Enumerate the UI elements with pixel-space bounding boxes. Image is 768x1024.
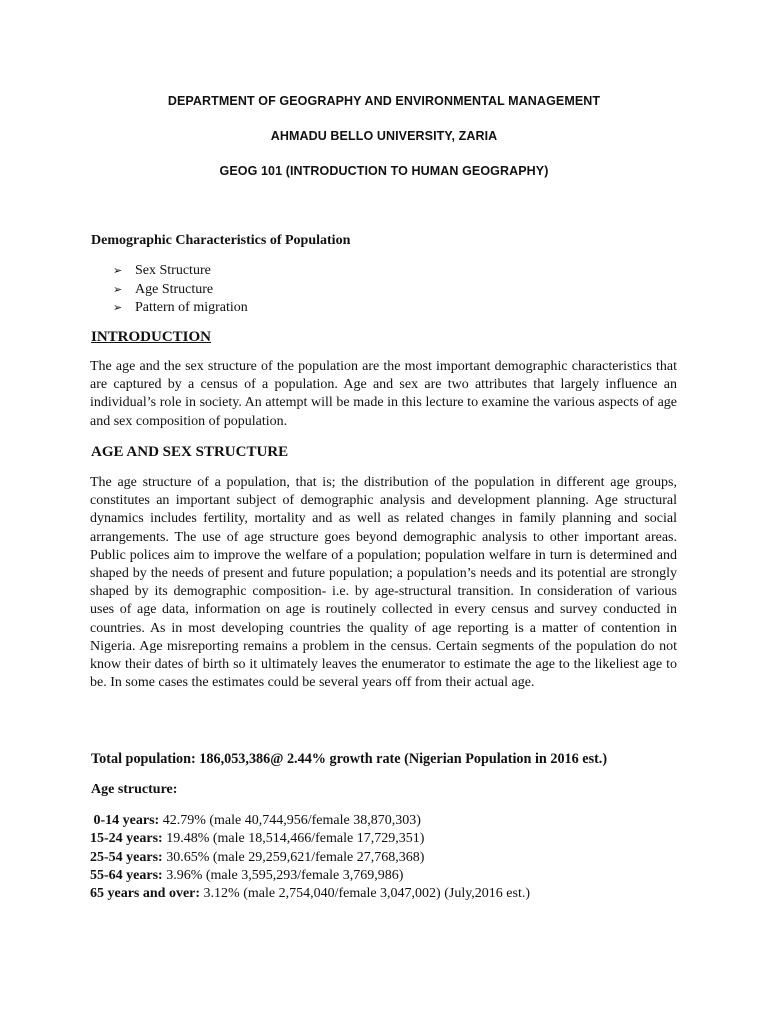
- course-heading: GEOG 101 (INTRODUCTION TO HUMAN GEOGRAPHY): [219, 164, 549, 178]
- arrow-bullet-icon: ➢: [113, 301, 123, 314]
- topic-bullet-list: [113, 262, 248, 318]
- age-sex-heading: AGE AND SEX STRUCTURE: [91, 444, 289, 460]
- arrow-bullet-icon: ➢: [113, 264, 123, 277]
- department-heading: DEPARTMENT OF GEOGRAPHY AND ENVIRONMENTAL MANAGEMENT: [167, 94, 601, 108]
- list-item: 25-54 years: 30.65% (male 29,259,621/female 27,768,368): [90, 849, 425, 865]
- list-item: 55-64 years: 3.96% (male 3,595,293/female 3,769,986): [90, 867, 404, 883]
- age-structure-list: [90, 812, 530, 903]
- list-item: ➢ Pattern of migration: [113, 299, 248, 318]
- list-item: ➢ Age Structure: [113, 281, 248, 300]
- introduction-heading: INTRODUCTION: [91, 329, 212, 345]
- age-sex-paragraph: The age structure of a population, that is; the distribution of the population in different age groups, constitutes an important subject of demographic analysis and development planning. Age structural dynamics includes fertility, mortality and as well as related changes in family planning and social arrangements. The use of age structure goes beyond demographic analysis to other important areas. Public polices aim to improve the welfare of a population; population welfare in turn is determined and shaped by the needs of present and future population; a population’s needs and its potential are strongly shaped by its demographic composition- i.e. by age-structural transition. In consideration of various uses of age data, information on age is routinely collected in every census and survey conducted in countries. As in most developing countries the quality of age reporting is a matter of contention in Nigeria. Age misreporting remains a problem in the census. Certain segments of the population do not know their dates of birth so it ultimately leaves the enumerator to estimate the age to the likeliest age to be. In some cases the estimates could be several years off from their actual age.: [90, 475, 677, 691]
- list-item: 15-24 years: 19.48% (male 18,514,466/female 17,729,351): [90, 831, 425, 847]
- university-heading: AHMADU BELLO UNIVERSITY, ZARIA: [270, 129, 498, 143]
- list-item: 0-14 years: 42.79% (male 40,744,956/female 38,870,303): [90, 813, 421, 828]
- topic-title: Demographic Characteristics of Population: [91, 233, 351, 248]
- arrow-bullet-icon: ➢: [113, 282, 123, 296]
- list-item: ➢ Sex Structure: [113, 262, 248, 281]
- list-item: 65 years and over: 3.12% (male 2,754,040/female 3,047,002) (July,2016 est.): [90, 886, 531, 902]
- total-population-line: Total population: 186,053,386@ 2.44% growth rate (Nigerian Population in 2016 est.): [91, 751, 608, 767]
- introduction-paragraph: The age and the sex structure of the population are the most important demographic characteristics that are captured by a census of a population. Age and sex are two attributes that largely influence an individual’s role in society. An attempt will be made in this lecture to examine the various aspects of age and sex composition of population.: [90, 359, 677, 429]
- age-structure-heading: Age structure:: [91, 782, 178, 797]
